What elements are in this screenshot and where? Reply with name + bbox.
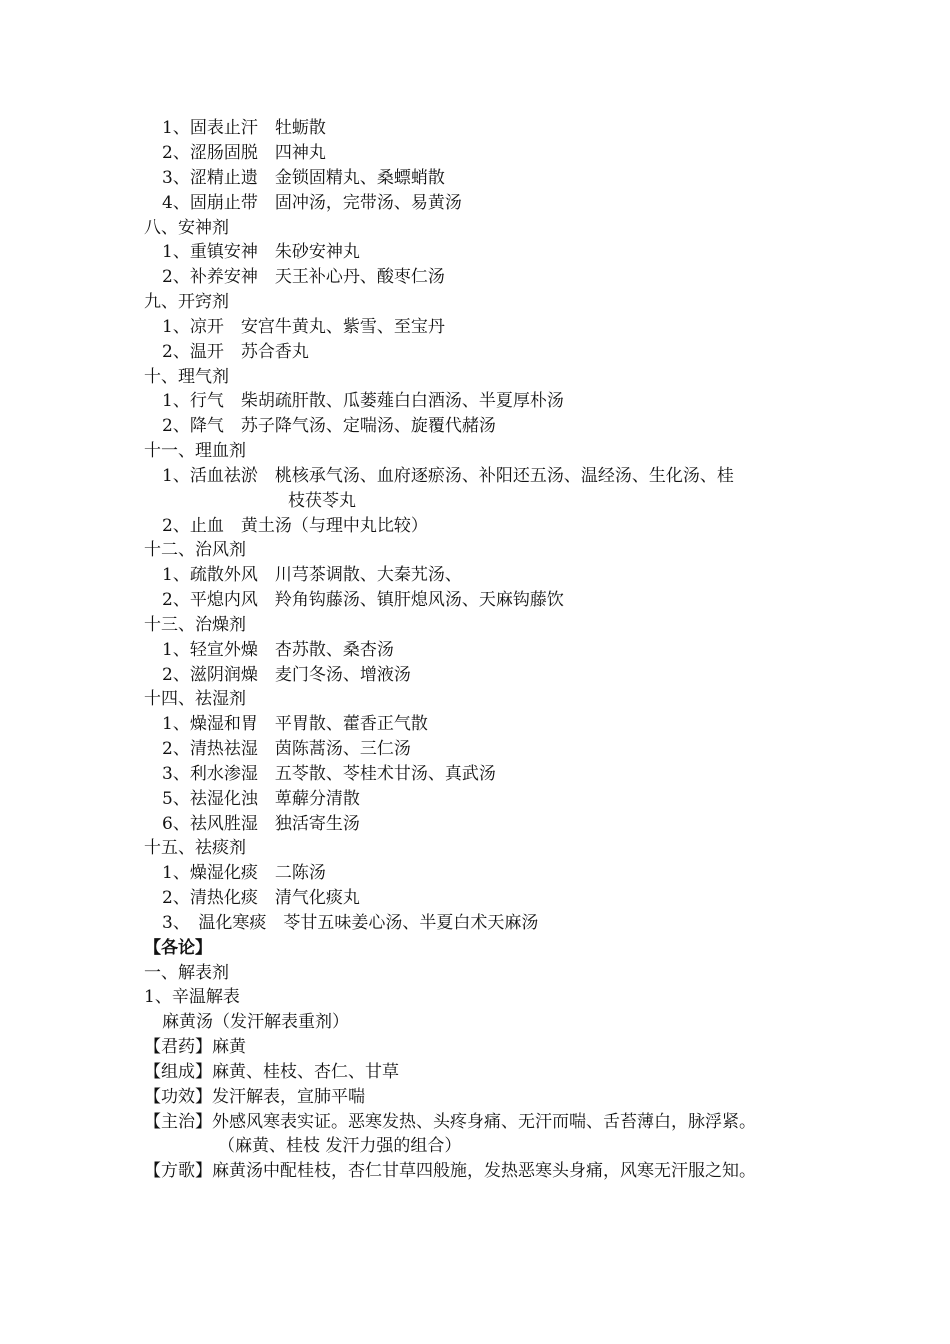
section-heading: 十一、理血剂	[144, 441, 246, 461]
formula-entry: 【方歌】麻黄汤中配桂枝，杏仁甘草四般施，发热恶寒头身痛，风寒无汗服之知。	[144, 1161, 756, 1181]
text-line: 2、温开 苏合香丸	[162, 342, 309, 362]
section-heading: 九、开窍剂	[144, 292, 229, 312]
section-heading: 十五、祛痰剂	[144, 838, 246, 858]
text-line: 2、涩肠固脱 四神丸	[162, 143, 326, 163]
section-heading-bold: 【各论】	[144, 938, 212, 958]
text-line: 3、利水渗湿 五苓散、苓桂术甘汤、真武汤	[162, 764, 496, 784]
text-line: 1、疏散外风 川芎茶调散、大秦艽汤、	[162, 565, 462, 585]
text-line: 5、祛湿化浊 萆薢分清散	[162, 789, 360, 809]
text-line: 3、 温化寒痰 苓甘五味姜心汤、半夏白术天麻汤	[162, 913, 539, 933]
formula-title: 麻黄汤（发汗解表重剂）	[162, 1012, 349, 1032]
text-line: 6、祛风胜湿 独活寄生汤	[162, 814, 360, 834]
text-line: 2、清热祛湿 茵陈蒿汤、三仁汤	[162, 739, 411, 759]
text-line: 1、重镇安神 朱砂安神丸	[162, 242, 360, 262]
text-line-continuation: （麻黄、桂枝 发汗力强的组合）	[218, 1136, 462, 1156]
section-heading: 十二、治风剂	[144, 540, 246, 560]
text-line: 1、燥湿化痰 二陈汤	[162, 863, 326, 883]
text-line-continuation: 枝茯苓丸	[288, 491, 356, 511]
text-line: 1、凉开 安宫牛黄丸、紫雪、至宝丹	[162, 317, 445, 337]
text-line: 2、平熄内风 羚角钩藤汤、镇肝熄风汤、天麻钩藤饮	[162, 590, 564, 610]
text-line: 2、滋阴润燥 麦门冬汤、增液汤	[162, 665, 411, 685]
text-line: 1、燥湿和胃 平胃散、藿香正气散	[162, 714, 428, 734]
formula-entry: 【主治】外感风寒表实证。恶寒发热、头疼身痛、无汗而喘、舌苔薄白，脉浮紧。	[144, 1112, 756, 1132]
section-heading: 一、解表剂	[144, 963, 229, 983]
formula-entry: 【君药】麻黄	[144, 1037, 246, 1057]
section-heading: 八、安神剂	[144, 218, 229, 238]
text-line: 2、清热化痰 清气化痰丸	[162, 888, 360, 908]
section-heading: 十、理气剂	[144, 367, 229, 387]
text-line: 1、活血祛淤 桃核承气汤、血府逐瘀汤、补阳还五汤、温经汤、生化汤、桂	[162, 466, 734, 486]
text-line: 1、轻宣外燥 杏苏散、桑杏汤	[162, 640, 394, 660]
text-line: 2、降气 苏子降气汤、定喘汤、旋覆代赭汤	[162, 416, 496, 436]
text-line: 1、固表止汗 牡蛎散	[162, 118, 326, 138]
text-line: 2、止血 黄土汤（与理中丸比较）	[162, 516, 428, 536]
subsection-heading: 1、辛温解表	[144, 987, 240, 1007]
text-line: 2、补养安神 天王补心丹、酸枣仁汤	[162, 267, 445, 287]
formula-entry: 【功效】发汗解表，宣肺平喘	[144, 1087, 365, 1107]
text-line: 3、涩精止遗 金锁固精丸、桑螵蛸散	[162, 168, 445, 188]
section-heading: 十三、治燥剂	[144, 615, 246, 635]
text-line: 4、固崩止带 固冲汤，完带汤、易黄汤	[162, 193, 462, 213]
section-heading: 十四、祛湿剂	[144, 689, 246, 709]
formula-entry: 【组成】麻黄、桂枝、杏仁、甘草	[144, 1062, 399, 1082]
text-line: 1、行气 柴胡疏肝散、瓜蒌薤白白酒汤、半夏厚朴汤	[162, 391, 564, 411]
